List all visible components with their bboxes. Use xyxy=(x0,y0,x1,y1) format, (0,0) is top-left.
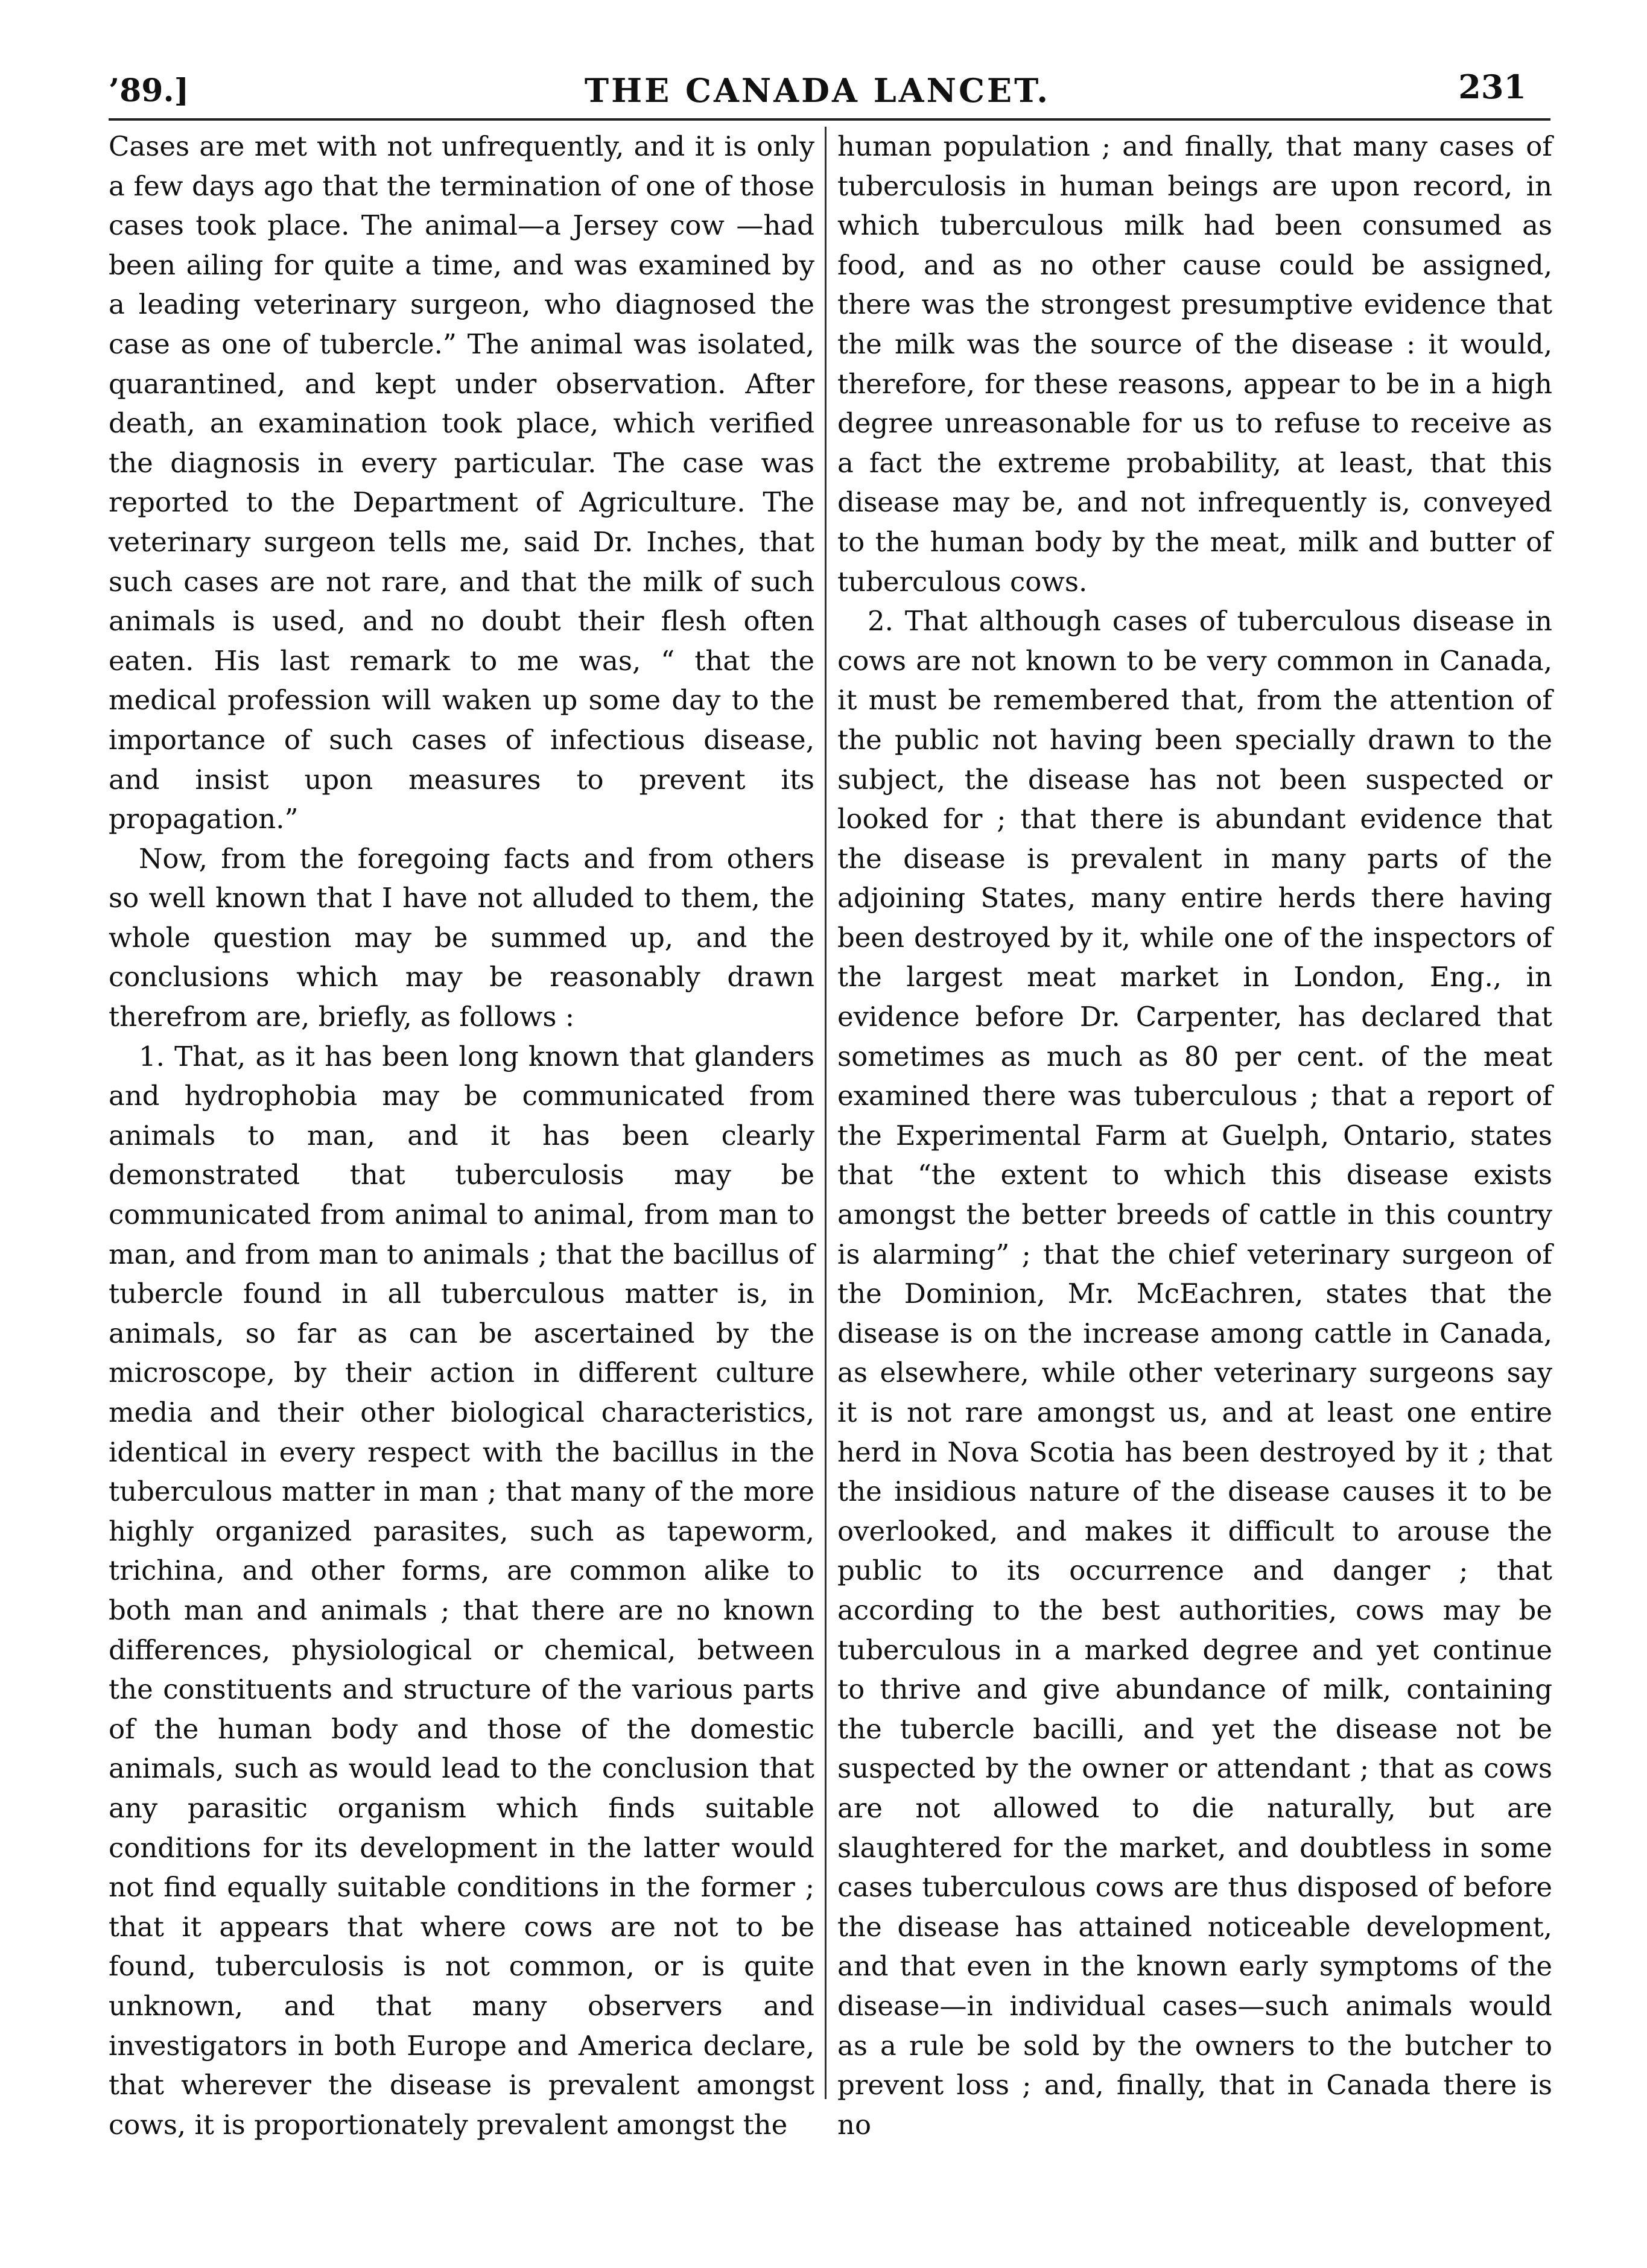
header-rule xyxy=(109,118,1550,121)
left-paragraph-3: 1. That, as it has been long known that glanders and hydrophobia may be communicated from animals to man, and it has been clearly demonstrated that tuberculosis may be communicated from animal to animal, from man to man, and from man to animals ; that the bacillus of tubercle found in all tuberculous matter is, in animals, so far as can be ascertained by the microscope, by their action in different culture media and their other biological characteristics, identical in every respect with the bacillus in the tuberculous matter in man ; that many of the more highly organized parasites, such as tapeworm, trichina, and other forms, are common alike to both man and animals ; that there are no known differences, physiological or chemical, between the constituents and structure of the various parts of the human body and those of the domestic animals, such as would lead to the conclusion that any parasitic organism which finds suitable conditions for its development in the latter would not find equally suitable conditions in the former ; that it appears that where cows are not to be found, tuberculosis is not common, or is quite unknown, and that many observers and investigators in both Europe and America declare, that wherever the disease is prevalent amongst cows, it is proportionately prevalent amongst the xyxy=(109,1040,814,2141)
page-number: 231 xyxy=(1458,68,1526,106)
left-paragraph-1: Cases are met with not unfrequently, and it is only a few days ago that the termination of one of those cases took place. The animal—a Jersey cow —had been ailing for quite a time, and was examined by a leading veterinary surgeon, who diagnosed the case as one of tubercle.” The animal was isolated, quarantined, and kept under observation. After death, an examination took place, which verified the diagnosis in every particular. The case was reported to the Department of Agriculture. The veterinary surgeon tells me, said Dr. Inches, that such cases are not rare, and that the milk of such animals is used, and no doubt their flesh often eaten. His last remark to me was, “ that the medical profession will waken up some day to the importance of such cases of infectious disease, and insist upon measures to prevent its propagation.” xyxy=(109,130,814,835)
column-divider xyxy=(825,127,827,2099)
running-head xyxy=(109,60,1526,115)
right-paragraph-2: 2. That although cases of tuberculous disease in cows are not known to be very common in Canada, it must be remembered that, from the attention of the public not having been specially drawn to the subject, the disease has not been suspected or looked for ; that there is abundant evidence that the disease is prevalent in many parts of the adjoining States, many entire herds there having been destroyed by it, while one of the inspectors of the largest meat market in London, Eng., in evidence before Dr. Carpenter, has declared that sometimes as much as 80 per cent. of the meat examined there was tuberculous ; that a report of the Experimental Farm at Guelph, Ontario, states that “the extent to which this disease exists amongst the better breeds of cattle in this country is alarming” ; that the chief veterinary surgeon of the Dominion, Mr. McEachren, states that the disease is on the increase among cattle in Canada, as elsewhere, while other veterinary surgeons say it is not rare amongst us, and at least one entire herd in Nova Scotia has been destroyed by it ; that the insidious nature of the disease causes it to be overlooked, and makes it difficult to arouse the public to its occurrence and danger ; that according to the best authorities, cows may be tuberculous in a marked degree and yet continue to thrive and give abundance of milk, containing the tubercle bacilli, and yet the disease not be suspected by the owner or attendant ; that as cows are not allowed to die naturally, but are slaughtered for the market, and doubtless in some cases tuberculous cows are thus disposed of before the disease has attained noticeable development, and that even in the known early symptoms of the disease—in individual cases—such animals would as a rule be sold by the owners to the butcher to prevent loss ; and, finally, that in Canada there is no xyxy=(837,605,1552,2141)
right-column xyxy=(837,127,1552,2141)
right-paragraph-1: human population ; and finally, that many cases of tuberculosis in human beings are upon record, in which tuberculous milk had been consumed as food, and as no other cause could be assigned, there was the strongest presumptive evidence that the milk was the source of the disease : it would, therefore, for these reasons, appear to be in a high degree unreasonable for us to refuse to receive as a fact the extreme probability, at least, that this disease may be, and not infrequently is, conveyed to the human body by the meat, milk and butter of tuberculous cows. xyxy=(837,130,1552,598)
header-year: ’89.] xyxy=(109,72,189,109)
journal-title: THE CANADA LANCET. xyxy=(584,71,1051,110)
left-column xyxy=(109,127,814,2141)
left-paragraph-2: Now, from the foregoing facts and from others so well known that I have not alluded to them, the whole question may be summed up, and the conclusions which may be reasonably drawn therefrom are, briefly, as follows : xyxy=(109,842,814,1033)
